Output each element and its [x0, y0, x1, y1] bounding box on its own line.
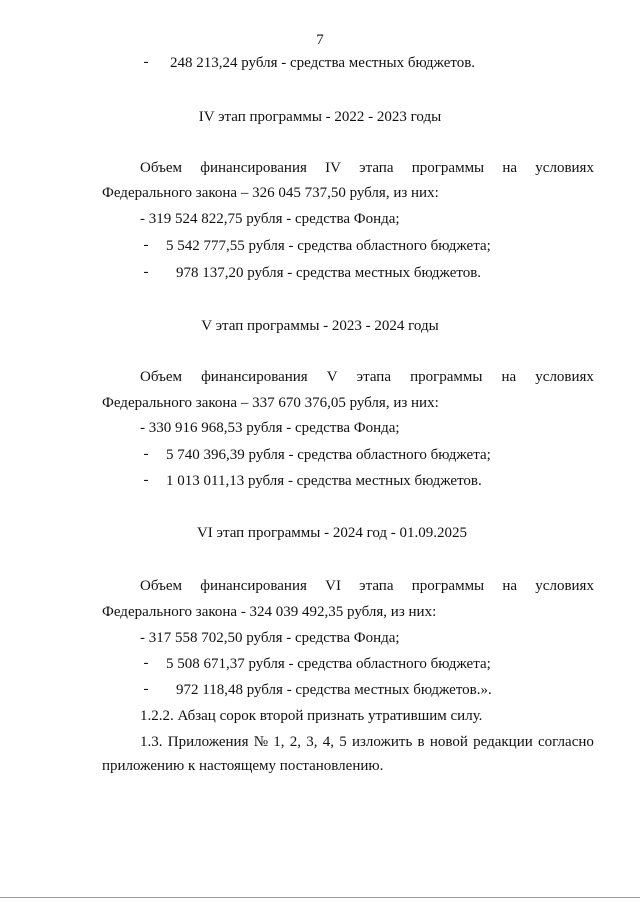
list-item-text: 5 508 671,37 рубля - средства областного бюджета;	[166, 656, 491, 672]
word: условиях	[535, 369, 594, 385]
word: этапа	[359, 160, 394, 176]
clause-first-line	[140, 733, 594, 751]
list-dash: -	[143, 54, 149, 70]
word: Объем	[140, 369, 182, 385]
word: условиях	[535, 578, 594, 594]
paragraph-second-line: Федерального закона – 337 670 376,05 рубля, из них:	[102, 395, 439, 411]
list-dash: -	[143, 681, 149, 697]
stage-heading: IV этап программы - 2022 - 2023 годы	[198, 109, 442, 125]
word: этапа	[359, 578, 394, 594]
word: 4,	[322, 734, 334, 750]
list-item-text: 1 013 011,13 рубля - средства местных бюджетов.	[166, 473, 482, 489]
list-dash: -	[143, 655, 149, 671]
list-dash: -	[143, 237, 149, 253]
word: на	[502, 578, 518, 594]
word: 1.3.	[140, 734, 163, 750]
list-item-text: 972 118,48 рубля - средства местных бюджетов.».	[176, 682, 492, 698]
paragraph-first-line	[140, 368, 594, 386]
word: новой	[429, 734, 468, 750]
fund-item: - 319 524 822,75 рубля - средства Фонда;	[140, 211, 400, 227]
page-number: 7	[316, 32, 324, 48]
word: IV	[325, 160, 341, 176]
word: VI	[325, 578, 341, 594]
fund-item: - 330 916 968,53 рубля - средства Фонда;	[140, 420, 400, 436]
list-dash: -	[143, 264, 149, 280]
word: 3,	[306, 734, 318, 750]
word: этапа	[356, 369, 391, 385]
word: 5	[339, 734, 347, 750]
fund-item: - 317 558 702,50 рубля - средства Фонда;	[140, 630, 400, 646]
word: V	[326, 369, 338, 385]
page-bottom-edge	[0, 897, 640, 898]
word: 1,	[273, 734, 285, 750]
word: №	[253, 734, 269, 750]
word: условиях	[535, 160, 594, 176]
word: 2,	[289, 734, 301, 750]
list-item-text: 978 137,20 рубля - средства местных бюджетов.	[176, 265, 482, 281]
paragraph-second-line: Федерального закона – 326 045 737,50 рубля, из них:	[102, 185, 439, 201]
word: согласно	[538, 734, 594, 750]
word: редакции	[473, 734, 533, 750]
word: на	[502, 160, 518, 176]
word: в	[417, 734, 425, 750]
stage-heading: V этап программы - 2023 - 2024 годы	[201, 318, 439, 334]
word: Приложения	[167, 734, 249, 750]
word: на	[501, 369, 517, 385]
word: Объем	[140, 160, 182, 176]
word: изложить	[351, 734, 413, 750]
list-item-text: 5 740 396,39 рубля - средства областного бюджета;	[166, 447, 491, 463]
paragraph-first-line	[140, 159, 594, 177]
word: программы	[411, 578, 485, 594]
list-dash: -	[143, 472, 149, 488]
list-item-text: 5 542 777,55 рубля - средства областного бюджета;	[166, 238, 491, 254]
clause-second-line: приложению к настоящему постановлению.	[102, 758, 384, 774]
word: финансирования	[200, 578, 307, 594]
list-item-text: 248 213,24 рубля - средства местных бюджетов.	[170, 55, 476, 71]
word: финансирования	[200, 160, 307, 176]
stage-heading: VI этап программы - 2024 год - 01.09.2025	[196, 525, 468, 541]
word: финансирования	[201, 369, 308, 385]
list-dash: -	[143, 446, 149, 462]
word: Объем	[140, 578, 182, 594]
paragraph-second-line: Федерального закона - 324 039 492,35 рубля, из них:	[102, 604, 437, 620]
word: программы	[411, 160, 485, 176]
paragraph-first-line	[140, 577, 594, 595]
word: программы	[410, 369, 483, 385]
clause-1-2-2: 1.2.2. Абзац сорок второй признать утратившим силу.	[140, 708, 483, 724]
